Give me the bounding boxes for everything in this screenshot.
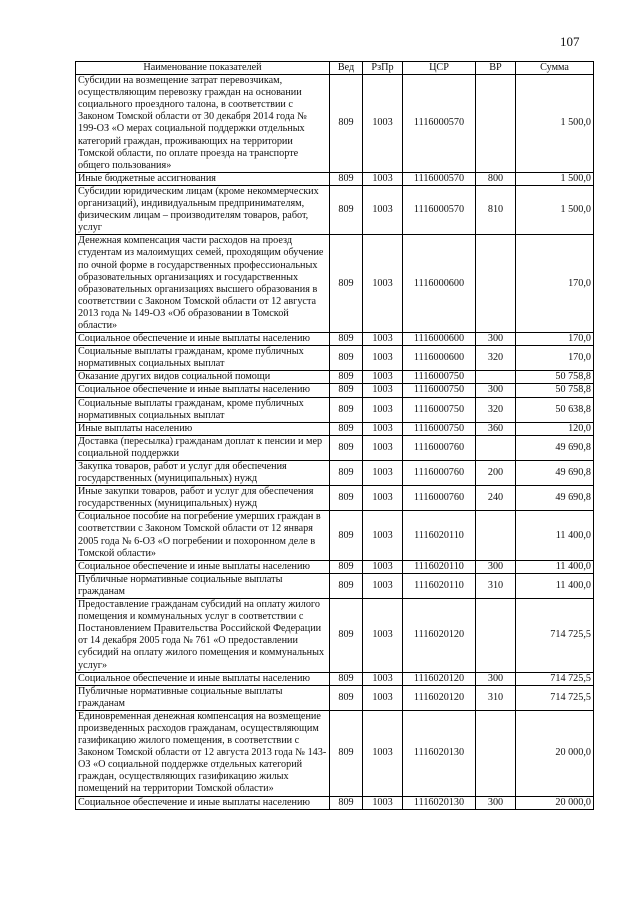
row-ved: 809 <box>330 710 363 796</box>
row-ved: 809 <box>330 685 363 710</box>
row-vr <box>476 235 516 333</box>
table-row <box>76 672 594 685</box>
row-vr: 300 <box>476 333 516 346</box>
row-name: Предоставление гражданам субсидий на оплату жилого помещения и коммунальных услуг в соответствии с Постановлением Правительства Российской Федерации от 14 декабря 2005 года № 761 «О предоставлении субсидий на оплату жилого помещения и коммунальных услуг» <box>76 599 330 673</box>
row-sum: 1 500,0 <box>516 185 594 234</box>
row-vr: 810 <box>476 185 516 234</box>
row-name: Социальное обеспечение и иные выплаты населению <box>76 333 330 346</box>
row-vr: 200 <box>476 461 516 486</box>
table-row <box>76 75 594 173</box>
row-name: Оказание других видов социальной помощи <box>76 371 330 384</box>
row-rzpr: 1003 <box>363 333 403 346</box>
row-rzpr: 1003 <box>363 672 403 685</box>
row-sum: 714 725,5 <box>516 685 594 710</box>
row-csr: 1116000760 <box>403 486 476 511</box>
row-csr: 1116000750 <box>403 422 476 435</box>
row-name: Иные бюджетные ассигнования <box>76 172 330 185</box>
row-sum: 170,0 <box>516 235 594 333</box>
table-row <box>76 486 594 511</box>
table-row <box>76 573 594 598</box>
row-vr <box>476 599 516 673</box>
row-rzpr: 1003 <box>363 185 403 234</box>
row-csr: 1116000750 <box>403 384 476 397</box>
row-name: Социальное обеспечение и иные выплаты населению <box>76 560 330 573</box>
row-sum: 170,0 <box>516 346 594 371</box>
row-ved: 809 <box>330 573 363 598</box>
row-csr: 1116000760 <box>403 461 476 486</box>
table-row <box>76 461 594 486</box>
row-name: Социальное обеспечение и иные выплаты населению <box>76 796 330 809</box>
row-name: Субсидии на возмещение затрат перевозчикам, осуществляющим перевозку граждан на основании социального проездного талона, в соответствии с Законом Томской области от 30 декабря 2014 года № 199-ОЗ «О мерах социальной поддержки отдельных категорий граждан, проживающих на территории Томской области, по оплате проезда на транспорте общего пользования» <box>76 75 330 173</box>
row-ved: 809 <box>330 346 363 371</box>
row-vr: 300 <box>476 384 516 397</box>
row-vr <box>476 75 516 173</box>
row-rzpr: 1003 <box>363 710 403 796</box>
table-row <box>76 384 594 397</box>
row-ved: 809 <box>330 511 363 560</box>
row-vr: 300 <box>476 672 516 685</box>
table-row <box>76 599 594 673</box>
row-name: Социальное обеспечение и иные выплаты населению <box>76 672 330 685</box>
row-sum: 20 000,0 <box>516 796 594 809</box>
row-csr: 1116000600 <box>403 346 476 371</box>
row-vr: 300 <box>476 560 516 573</box>
row-ved: 809 <box>330 235 363 333</box>
row-rzpr: 1003 <box>363 371 403 384</box>
row-csr: 1116020120 <box>403 599 476 673</box>
row-sum: 11 400,0 <box>516 511 594 560</box>
row-rzpr: 1003 <box>363 397 403 422</box>
row-rzpr: 1003 <box>363 573 403 598</box>
row-vr <box>476 710 516 796</box>
table-row <box>76 185 594 234</box>
row-vr: 800 <box>476 172 516 185</box>
row-ved: 809 <box>330 461 363 486</box>
table-row <box>76 796 594 809</box>
table-row <box>76 235 594 333</box>
table-row <box>76 397 594 422</box>
row-vr: 320 <box>476 397 516 422</box>
table-row <box>76 371 594 384</box>
row-rzpr: 1003 <box>363 796 403 809</box>
row-csr: 1116020130 <box>403 710 476 796</box>
row-sum: 714 725,5 <box>516 672 594 685</box>
row-sum: 714 725,5 <box>516 599 594 673</box>
row-csr: 1116000600 <box>403 235 476 333</box>
row-sum: 11 400,0 <box>516 560 594 573</box>
header-ved: Вед <box>330 62 363 75</box>
row-name: Иные закупки товаров, работ и услуг для обеспечения государственных (муниципальных) нужд <box>76 486 330 511</box>
row-ved: 809 <box>330 560 363 573</box>
row-name: Субсидии юридическим лицам (кроме некоммерческих организаций), индивидуальным предпринимателям, физическим лицам – производителям товаров, работ, услуг <box>76 185 330 234</box>
row-ved: 809 <box>330 599 363 673</box>
row-sum: 49 690,8 <box>516 435 594 460</box>
table-row <box>76 346 594 371</box>
row-vr: 310 <box>476 573 516 598</box>
row-sum: 170,0 <box>516 333 594 346</box>
row-sum: 20 000,0 <box>516 710 594 796</box>
row-sum: 49 690,8 <box>516 486 594 511</box>
row-name: Доставка (пересылка) гражданам доплат к пенсии и мер социальной поддержки <box>76 435 330 460</box>
row-csr: 1116020130 <box>403 796 476 809</box>
row-csr: 1116000570 <box>403 75 476 173</box>
row-rzpr: 1003 <box>363 422 403 435</box>
header-sum: Сумма <box>516 62 594 75</box>
row-rzpr: 1003 <box>363 560 403 573</box>
row-rzpr: 1003 <box>363 235 403 333</box>
row-ved: 809 <box>330 397 363 422</box>
row-ved: 809 <box>330 422 363 435</box>
row-sum: 1 500,0 <box>516 172 594 185</box>
row-rzpr: 1003 <box>363 599 403 673</box>
row-vr: 300 <box>476 796 516 809</box>
row-rzpr: 1003 <box>363 346 403 371</box>
row-vr <box>476 371 516 384</box>
budget-table <box>75 61 594 810</box>
row-ved: 809 <box>330 672 363 685</box>
row-csr: 1116000760 <box>403 435 476 460</box>
header-csr: ЦСР <box>403 62 476 75</box>
row-csr: 1116020110 <box>403 573 476 598</box>
row-rzpr: 1003 <box>363 511 403 560</box>
row-csr: 1116000570 <box>403 172 476 185</box>
row-sum: 50 638,8 <box>516 397 594 422</box>
row-vr <box>476 511 516 560</box>
header-name: Наименование показателей <box>76 62 330 75</box>
row-csr: 1116020120 <box>403 685 476 710</box>
row-name: Социальные выплаты гражданам, кроме публичных нормативных социальных выплат <box>76 397 330 422</box>
row-csr: 1116020110 <box>403 511 476 560</box>
row-vr <box>476 435 516 460</box>
row-name: Социальное пособие на погребение умерших граждан в соответствии с Законом Томской области от 12 января 2005 года № 6-ОЗ «О погребении и похоронном деле в Томской области» <box>76 511 330 560</box>
row-sum: 1 500,0 <box>516 75 594 173</box>
header-rzpr: РзПр <box>363 62 403 75</box>
row-vr: 310 <box>476 685 516 710</box>
row-rzpr: 1003 <box>363 685 403 710</box>
row-rzpr: 1003 <box>363 384 403 397</box>
row-name: Иные выплаты населению <box>76 422 330 435</box>
row-ved: 809 <box>330 172 363 185</box>
row-sum: 50 758,8 <box>516 384 594 397</box>
row-name: Публичные нормативные социальные выплаты гражданам <box>76 685 330 710</box>
row-csr: 1116020110 <box>403 560 476 573</box>
row-sum: 11 400,0 <box>516 573 594 598</box>
table-row <box>76 435 594 460</box>
row-csr: 1116000750 <box>403 371 476 384</box>
row-rzpr: 1003 <box>363 172 403 185</box>
row-name: Социальное обеспечение и иные выплаты населению <box>76 384 330 397</box>
row-rzpr: 1003 <box>363 435 403 460</box>
row-ved: 809 <box>330 371 363 384</box>
table-row <box>76 172 594 185</box>
table-row <box>76 685 594 710</box>
row-csr: 1116000570 <box>403 185 476 234</box>
row-name: Закупка товаров, работ и услуг для обеспечения государственных (муниципальных) нужд <box>76 461 330 486</box>
row-ved: 809 <box>330 333 363 346</box>
table-row <box>76 333 594 346</box>
row-sum: 50 758,8 <box>516 371 594 384</box>
row-ved: 809 <box>330 384 363 397</box>
row-csr: 1116000750 <box>403 397 476 422</box>
row-rzpr: 1003 <box>363 486 403 511</box>
table-row <box>76 422 594 435</box>
row-name: Публичные нормативные социальные выплаты гражданам <box>76 573 330 598</box>
row-csr: 1116020120 <box>403 672 476 685</box>
row-name: Денежная компенсация части расходов на проезд студентам из малоимущих семей, проходящим обучение по очной форме в государственных профессиональных образовательных организациях и государственных образовательных организациях высшего образования в соответствии с Законом Томской области от 12 августа 2013 года № 149-ОЗ «Об образовании в Томской области» <box>76 235 330 333</box>
table-row <box>76 710 594 796</box>
row-ved: 809 <box>330 185 363 234</box>
page-number: 107 <box>560 34 580 49</box>
row-vr: 360 <box>476 422 516 435</box>
row-vr: 240 <box>476 486 516 511</box>
table-header-row <box>76 62 594 75</box>
row-csr: 1116000600 <box>403 333 476 346</box>
table-row <box>76 560 594 573</box>
table-row <box>76 511 594 560</box>
row-rzpr: 1003 <box>363 75 403 173</box>
row-ved: 809 <box>330 435 363 460</box>
row-ved: 809 <box>330 75 363 173</box>
row-sum: 120,0 <box>516 422 594 435</box>
row-name: Единовременная денежная компенсация на возмещение произведенных расходов гражданам, осуществляющим газификацию жилого помещения, в соответствии с Законом Томской области от 12 августа 2013 года № 143-ОЗ «О социальной поддержке отдельных категорий граждан, осуществляющих газификацию жилых помещений на территории Томской области» <box>76 710 330 796</box>
row-vr: 320 <box>476 346 516 371</box>
row-rzpr: 1003 <box>363 461 403 486</box>
row-name: Социальные выплаты гражданам, кроме публичных нормативных социальных выплат <box>76 346 330 371</box>
row-ved: 809 <box>330 486 363 511</box>
header-vr: ВР <box>476 62 516 75</box>
row-ved: 809 <box>330 796 363 809</box>
row-sum: 49 690,8 <box>516 461 594 486</box>
